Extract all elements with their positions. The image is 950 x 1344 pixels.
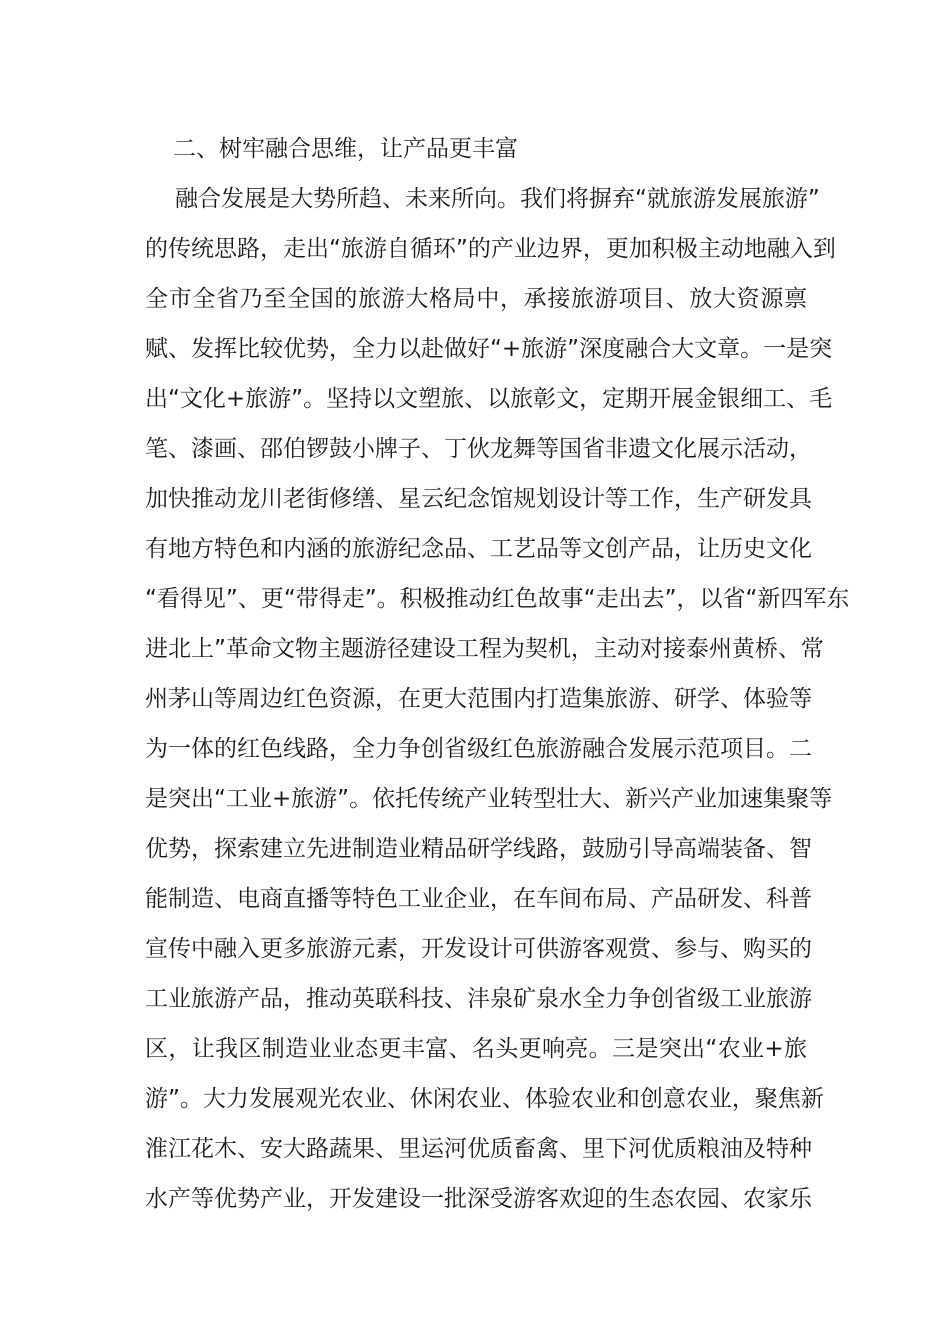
paragraph-line: 淮江花木、安大路蔬果、里运河优质畜禽、里下河优质粮油及特种 xyxy=(145,1136,812,1162)
paragraph-line: 水产等优势产业，开发建设一批深受游客欢迎的生态农园、农家乐 xyxy=(145,1186,812,1212)
paragraph-line: 工业旅游产品，推动英联科技、沣泉矿泉水全力争创省级工业旅游 xyxy=(145,986,812,1012)
paragraph-line: 进北上”革命文物主题游径建设工程为契机，主动对接泰州黄桥、常 xyxy=(145,636,824,662)
paragraph-line: 出“文化+旅游”。坚持以文塑旅、以旅彰文，定期开展金银细工、毛 xyxy=(145,386,833,412)
document-body xyxy=(145,124,850,1224)
paragraph-line: 融合发展是大势所趋、未来所向。我们将摒弃“就旅游发展旅游” xyxy=(175,186,820,212)
paragraph-line: 笔、漆画、邵伯锣鼓小牌子、丁伙龙舞等国省非遗文化展示活动， xyxy=(145,436,812,462)
paragraph-line: “看得见”、更“带得走”。积极推动红色故事“走出去”，以省“新四军东 xyxy=(145,586,850,612)
paragraph-line: 能制造、电商直播等特色工业企业，在车间布局、产品研发、科普 xyxy=(145,886,812,912)
paragraph-line: 游”。大力发展观光农业、休闲农业、体验农业和创意农业，聚焦新 xyxy=(145,1086,824,1112)
paragraph-line: 加快推动龙川老街修缮、星云纪念馆规划设计等工作，生产研发具 xyxy=(145,486,812,512)
paragraph-line: 有地方特色和内涵的旅游纪念品、工艺品等文创产品，让历史文化 xyxy=(145,536,812,562)
paragraph-line: 为一体的红色线路，全力争创省级红色旅游融合发展示范项目。二 xyxy=(145,736,812,762)
paragraph-line: 州茅山等周边红色资源，在更大范围内打造集旅游、研学、体验等 xyxy=(145,686,812,712)
paragraph-line: 宣传中融入更多旅游元素，开发设计可供游客观赏、参与、购买的 xyxy=(145,936,812,962)
paragraph-line: 区，让我区制造业业态更丰富、名头更响亮。三是突出“农业+旅 xyxy=(145,1036,807,1062)
section-heading: 二、树牢融合思维，让产品更丰富 xyxy=(173,136,518,162)
paragraph-line: 优势，探索建立先进制造业精品研学线路，鼓励引导高端装备、智 xyxy=(145,836,812,862)
paragraph-line: 赋、发挥比较优势，全力以赴做好“+旅游”深度融合大文章。一是突 xyxy=(145,336,833,362)
paragraph-line: 全市全省乃至全国的旅游大格局中，承接旅游项目、放大资源禀 xyxy=(145,286,807,312)
paragraph-line: 是突出“工业+旅游”。依托传统产业转型壮大、新兴产业加速集聚等 xyxy=(145,786,833,812)
paragraph-line: 的传统思路，走出“旅游自循环”的产业边界，更加积极主动地融入到 xyxy=(145,236,836,262)
